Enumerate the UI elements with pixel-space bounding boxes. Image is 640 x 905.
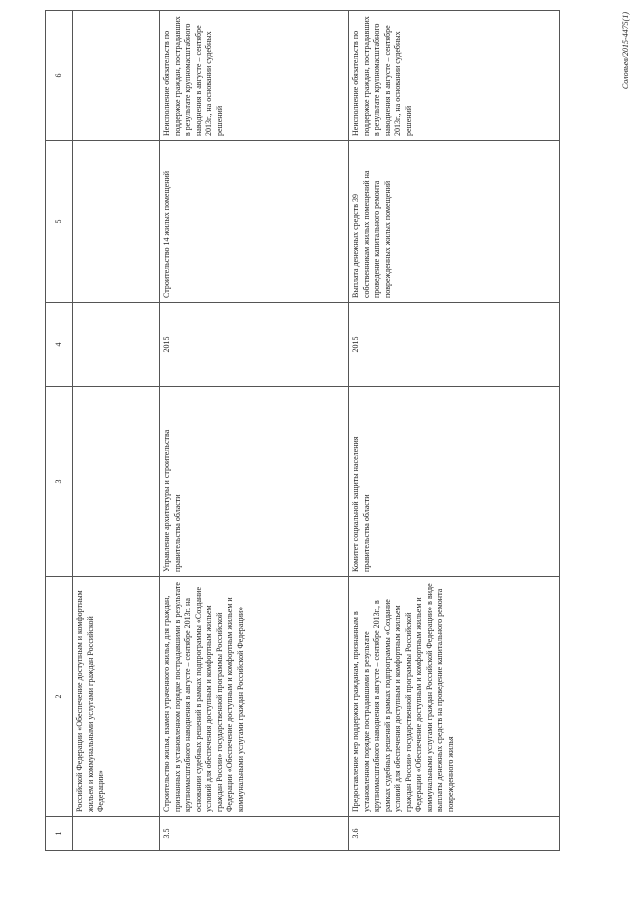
note: Неисполнение обязательств по поддержке граждан, пострадавших в результате крупномасштабного наводнения в августе – сентябре 2013г., на основании судебных решений [160,11,349,141]
row-number: 3.5 [160,817,349,851]
col-header-3: 3 [46,387,73,577]
col-header-6: 6 [46,11,73,141]
col-header-1: 1 [46,817,73,851]
indicator: Строительство 14 жилых помещений [160,141,349,303]
executor: Управление архитектуры и строительства правительства области [160,387,349,577]
row-number [73,817,160,851]
note: Неисполнение обязательств по поддержке граждан, пострадавших в результате крупномасштабного наводнения в августе – сентябре 2013г., на основании судебных решений [349,11,560,141]
measure-text: Предоставление мер поддержки гражданам, признанным в установленном порядке пострадавшими в результате крупномасштабного наводнения в августе – сентябре 2013г., в рамках судебных решений в рамках подпрограммы «Создание условий для обеспечения доступным и комфортным жильем граждан России» государственной программы Российской Федерации «Обеспечение доступным и комфортным жильем и коммунальными услугами граждан Российской Федерации» в виде выплаты денежных средств на проведение капитального ремонта поврежденного жилья [349,577,560,817]
table-row [73,11,160,851]
executor [73,387,160,577]
measure-text: Строительство жилья, взамен утраченного жилья, для граждан, признанных в установленном порядке пострадавшими в результате крупномасштабного наводнения в августе – сентябре 2013г. на основании судебных решений в рамках подпрограммы «Создание условий для обеспечения доступным и комфортным жильем граждан России» государственной программы Российской Федерации «Обеспечение доступным и комфортным жильем и коммунальными услугами граждан Российской Федерации» [160,577,349,817]
table-row [160,11,349,851]
col-header-5: 5 [46,141,73,303]
year: 2015 [349,303,560,387]
executor: Комитет социальной защиты населения правительства области [349,387,560,577]
year: 2015 [160,303,349,387]
note [73,11,160,141]
indicator: Выплата денежных средств 39 собственникам жилых помещений на проведение капитального ремонта поврежденных жилых помещений [349,141,560,303]
year [73,303,160,387]
header-row [46,11,73,851]
col-header-4: 4 [46,303,73,387]
document-reference: Соловьев/2015-4475(1) [621,12,630,90]
measure-text: Российской Федерации «Обеспечение доступным и комфортным жильем и коммунальными услугами граждан Российской Федерации» [73,577,160,817]
col-header-2: 2 [46,577,73,817]
row-number: 3.6 [349,817,560,851]
table-row [349,11,560,851]
indicator [73,141,160,303]
measures-table [45,10,560,851]
